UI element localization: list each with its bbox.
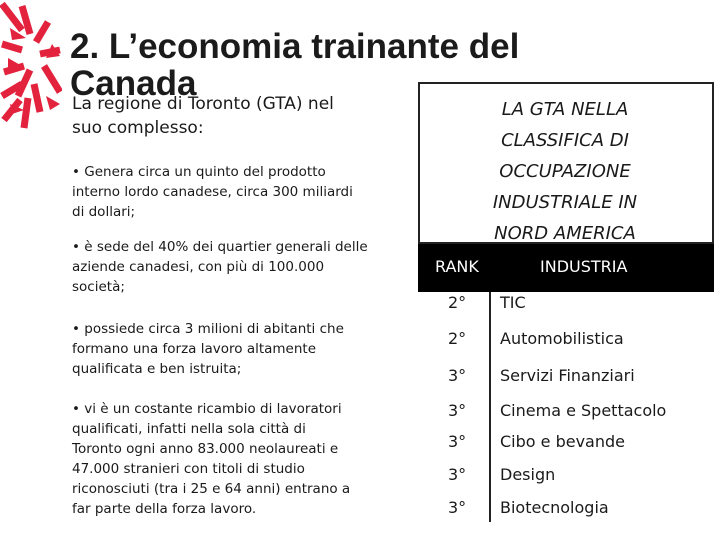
intro-text: La regione di Toronto (GTA) nel suo complesso:	[72, 94, 334, 138]
industry-cell: Cibo e bevande	[500, 432, 625, 451]
slide-title: 2. L’economia trainante del Canada	[70, 27, 520, 103]
industry-cell: Biotecnologia	[500, 498, 609, 517]
industry-cell: Automobilistica	[500, 329, 624, 348]
industry-cell: Servizi Finanziari	[500, 366, 635, 385]
rank-cell: 3°	[448, 498, 467, 517]
rank-cell: 3°	[448, 366, 467, 385]
rank-cell: 3°	[448, 465, 467, 484]
industry-cell: TIC	[500, 293, 526, 312]
ranking-title: LA GTA NELLA CLASSIFICA DI OCCUPAZIONE INDUSTRIALE IN NORD AMERICA	[492, 99, 638, 244]
rank-cell: 2°	[448, 329, 467, 348]
rank-cell: 2°	[448, 293, 467, 312]
rank-column-header: RANK	[435, 257, 479, 276]
industry-cell: Design	[500, 465, 556, 484]
industry-cell: Cinema e Spettacolo	[500, 401, 667, 420]
bullet-item: • è sede del 40% dei quartier generali delle aziende canadesi, con più di 100.000 società;	[72, 239, 368, 295]
industry-column-header: INDUSTRIA	[540, 257, 628, 276]
rank-cell: 3°	[448, 401, 467, 420]
bullet-item: • possiede circa 3 milioni di abitanti che formano una forza lavoro altamente qualificata e ben istruita;	[72, 321, 344, 377]
column-divider	[489, 292, 491, 522]
bullet-item: • Genera circa un quinto del prodotto interno lordo canadese, circa 300 miliardi di dollari;	[72, 164, 353, 220]
ranking-table-header	[418, 244, 714, 292]
bullet-item: • vi è un costante ricambio di lavoratori qualificati, infatti nella sola città di Toronto ogni anno 83.000 neolaureati e 47.000 stranieri con titoli di studio riconosciuti (tra i 25 e 64 anni) entrano a far parte della forza lavoro.	[72, 401, 351, 517]
starburst-logo-icon	[0, 0, 62, 140]
rank-cell: 3°	[448, 432, 467, 451]
